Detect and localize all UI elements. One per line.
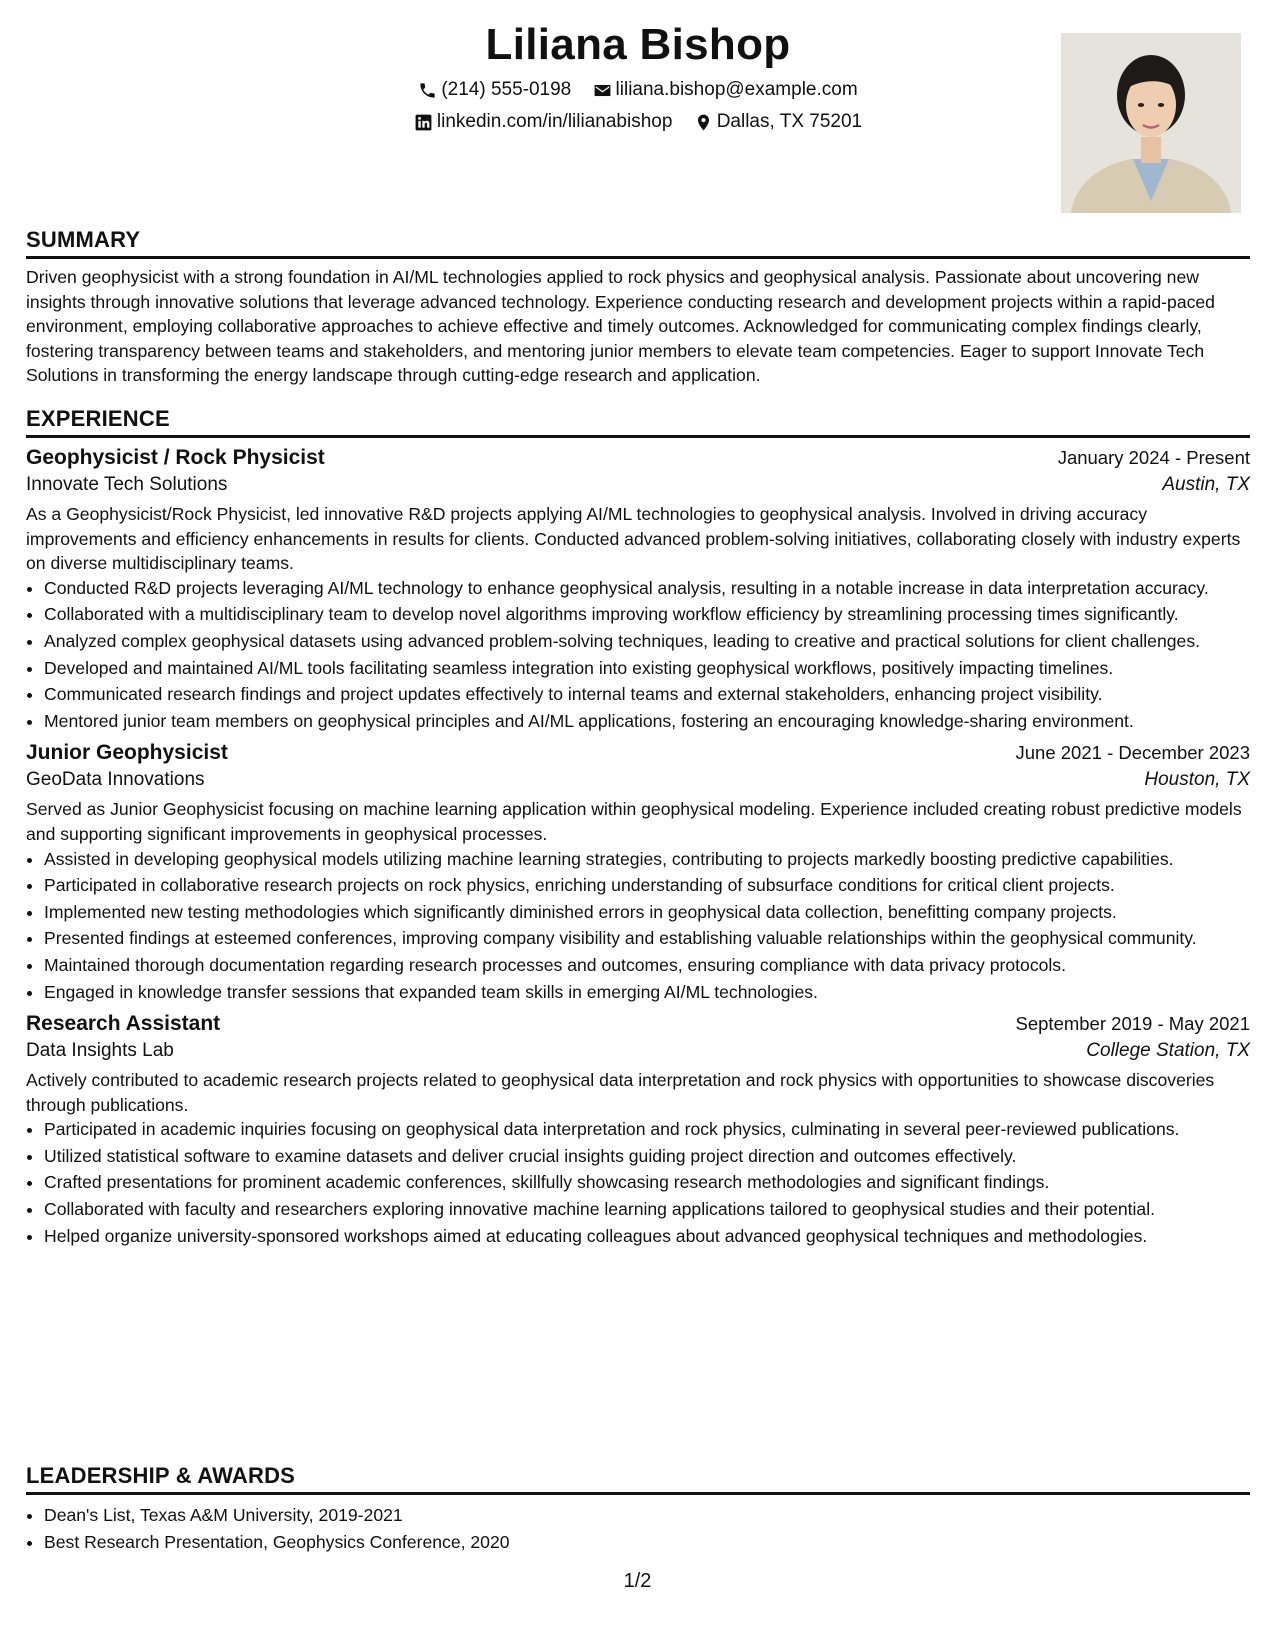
job-bullet: • Analyzed complex geophysical datasets using advanced problem-solving techniques, leading to creative and practical solutions for client challenges. [44, 629, 1250, 654]
job-bullet: • Participated in collaborative research projects on rock physics, enriching understanding of subsurface conditions for critical client projects. [44, 873, 1250, 898]
job-bullet: • Presented findings at esteemed conferences, improving company visibility and establishing valuable relationships within the geophysical community. [44, 926, 1250, 951]
job-bullets [26, 576, 1250, 734]
job-company: Innovate Tech Solutions [26, 474, 228, 495]
envelope-icon [593, 81, 612, 100]
experience-heading: EXPERIENCE [26, 406, 1250, 438]
job-header [26, 446, 1250, 470]
contact-email[interactable] [593, 79, 858, 101]
linkedin-text: linkedin.com/in/lilianabishop [436, 111, 673, 132]
phone-icon [418, 81, 437, 100]
job-description: Served as Junior Geophysicist focusing on machine learning application within geophysical modeling. Experience included creating robust predictive models and supporting significant improvements in geophysical processes. [26, 799, 1242, 844]
job-dates: September 2019 - May 2021 [1015, 1013, 1250, 1035]
email-text: liliana.bishop@example.com [615, 79, 858, 100]
job-bullets [26, 847, 1250, 1005]
summary-section [26, 227, 1250, 388]
job-bullet: • Engaged in knowledge transfer sessions that expanded team skills in emerging AI/ML technologies. [44, 980, 1250, 1005]
job-dates: June 2021 - December 2023 [1015, 742, 1250, 764]
contact-location [694, 111, 862, 133]
job-entry [26, 1012, 1250, 1248]
resume-page [26, 0, 1250, 1650]
job-bullet: • Helped organize university-sponsored workshops aimed at educating colleagues about advanced geophysical techniques and methodologies. [44, 1224, 1250, 1249]
job-bullet: • Collaborated with faculty and researchers exploring innovative machine learning applications tailored to geophysical studies and their potential. [44, 1197, 1250, 1222]
job-title: Geophysicist / Rock Physicist [26, 446, 325, 469]
job-bullet: • Maintained thorough documentation regarding research processes and outcomes, ensuring compliance with data privacy protocols. [44, 953, 1250, 978]
job-bullets [26, 1117, 1250, 1248]
award-item: • Dean's List, Texas A&M University, 2019-2021 [44, 1503, 1250, 1528]
job-header [26, 741, 1250, 765]
job-company: Data Insights Lab [26, 1040, 174, 1062]
map-pin-icon [694, 113, 713, 132]
phone-text: (214) 555-0198 [441, 79, 572, 100]
job-subheader [26, 474, 1250, 496]
job-description: Actively contributed to academic research projects related to geophysical data interpretation and rock physics with opportunities to showcase discoveries through publications. [26, 1070, 1215, 1115]
job-bullet: • Conducted R&D projects leveraging AI/ML technology to enhance geophysical analysis, resulting in a notable increase in data interpretation accuracy. [44, 576, 1250, 601]
job-entry [26, 741, 1250, 1004]
profile-photo [1061, 33, 1241, 213]
contact-phone[interactable] [418, 79, 571, 101]
job-subheader [26, 1040, 1250, 1062]
job-bullet: • Mentored junior team members on geophysical principles and AI/ML applications, fostering an encouraging knowledge-sharing environment. [44, 709, 1250, 734]
award-item: • Best Research Presentation, Geophysics Conference, 2020 [44, 1530, 1250, 1555]
job-title: Junior Geophysicist [26, 741, 228, 765]
job-bullet: • Participated in academic inquiries focusing on geophysical data interpretation and rock physics, culminating in several peer-reviewed publications. [44, 1117, 1250, 1142]
job-location: Austin, TX [1162, 474, 1250, 495]
job-description: As a Geophysicist/Rock Physicist, led innovative R&D projects applying AI/ML technologies to geophysical analysis. Involved in driving accuracy improvements and efficiency enhancements in results for clients. Conducted advanced problem-solving initiatives, collaborating closely with industry experts on diverse multidisciplinary teams. [26, 504, 1241, 574]
job-subheader [26, 769, 1250, 791]
job-bullet: • Utilized statistical software to examine datasets and deliver crucial insights guiding project direction and outcomes effectively. [44, 1144, 1250, 1169]
leadership-section [26, 1463, 1250, 1556]
resume-header [26, 0, 1250, 222]
experience-section [26, 406, 1250, 1250]
linkedin-icon [414, 113, 433, 132]
job-bullet: • Crafted presentations for prominent academic conferences, skillfully showcasing research methodologies and significant findings. [44, 1170, 1250, 1195]
job-entry [26, 446, 1250, 733]
leadership-list [26, 1503, 1250, 1554]
job-bullet: • Assisted in developing geophysical models utilizing machine learning strategies, contributing to projects markedly boosting predictive capabilities. [44, 847, 1250, 872]
summary-text: Driven geophysicist with a strong foundation in AI/ML technologies applied to rock physics and geophysical analysis. Passionate about uncovering new insights through innovative solutions that leverage advanced technology. Experience conducting research and development projects within a rapid-paced environment, employing collaborative approaches to achieve effective and timely outcomes. Acknowledged for communicating complex findings clearly, fostering transparency between teams and stakeholders, and mentoring junior members to elevate team competencies. Eager to support Innovate Tech Solutions in transforming the energy landscape through cutting-edge research and application. [26, 267, 1215, 386]
job-bullet: • Communicated research findings and project updates effectively to internal teams and external stakeholders, enhancing project visibility. [44, 682, 1250, 707]
job-location: College Station, TX [1086, 1040, 1250, 1062]
job-bullet: • Implemented new testing methodologies which significantly diminished errors in geophysical data collection, benefitting company projects. [44, 900, 1250, 925]
job-company: GeoData Innovations [26, 769, 205, 791]
candidate-name: Liliana Bishop [485, 20, 791, 69]
job-location: Houston, TX [1144, 769, 1250, 791]
portrait-image [1061, 33, 1241, 213]
job-dates: January 2024 - Present [1057, 447, 1250, 468]
leadership-heading: LEADERSHIP & AWARDS [26, 1463, 1250, 1495]
page-number: 1/2 [623, 1570, 652, 1592]
summary-heading: SUMMARY [26, 227, 1250, 259]
contact-linkedin[interactable] [414, 111, 673, 133]
job-title: Research Assistant [26, 1012, 221, 1036]
location-text: Dallas, TX 75201 [716, 111, 863, 132]
job-header [26, 1012, 1250, 1036]
job-bullet: • Collaborated with a multidisciplinary team to develop novel algorithms improving workflow efficiency by streamlining processing times significantly. [44, 602, 1250, 627]
job-bullet: • Developed and maintained AI/ML tools facilitating seamless integration into existing geophysical workflows, positively impacting timelines. [44, 656, 1250, 681]
